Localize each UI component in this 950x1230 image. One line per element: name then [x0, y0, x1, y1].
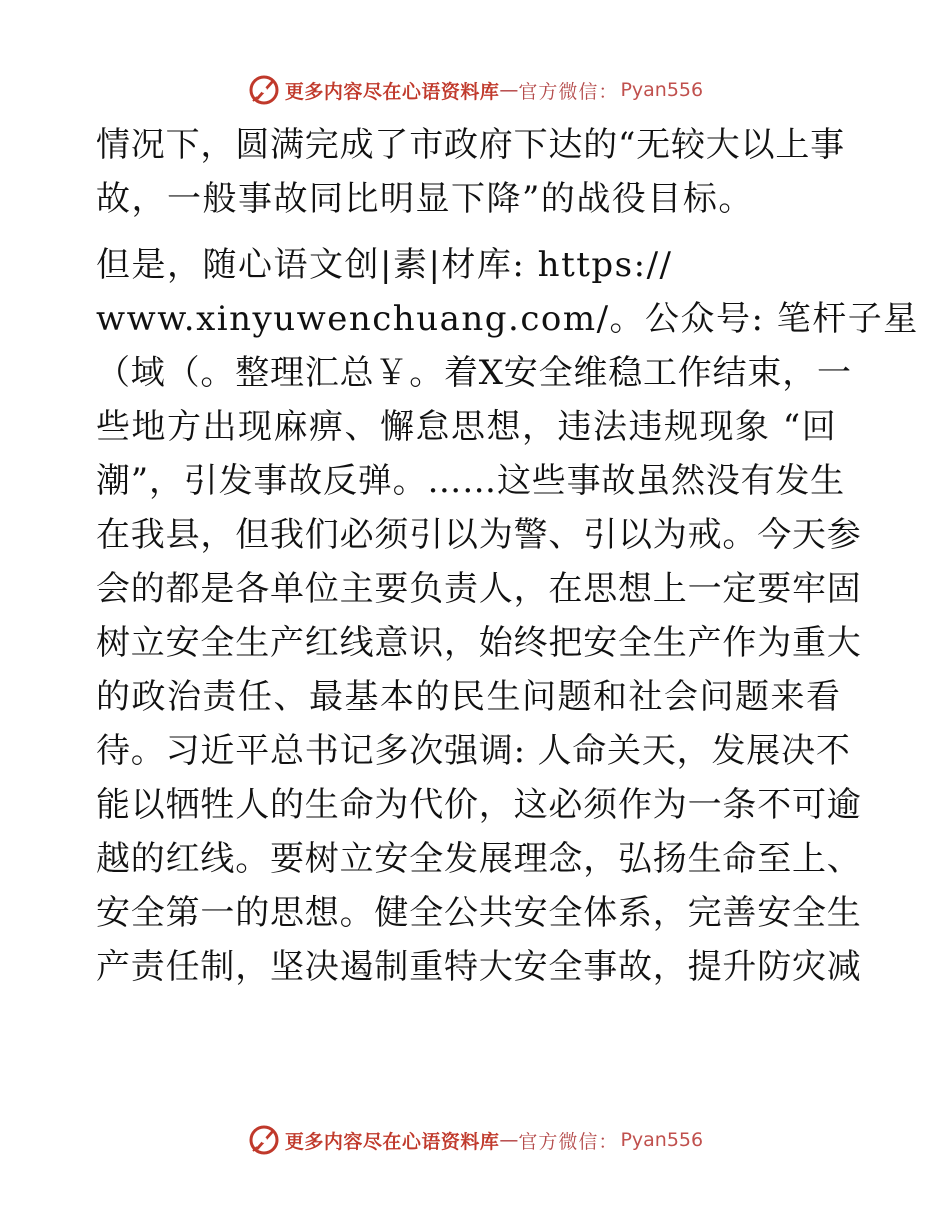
banner-dash: — [499, 1129, 519, 1151]
banner-dash: — [499, 79, 519, 101]
quill-logo-icon [247, 73, 281, 107]
header-banner [0, 70, 950, 110]
document-body [96, 118, 919, 994]
body-line: 安全第一的思想。健全公共安全体系，完善安全生 [96, 893, 862, 933]
banner-brand-text: 更多内容尽在心语资料库 [284, 1130, 500, 1153]
banner-wechat-id: Pyan556 [620, 1129, 704, 1151]
body-line: 会的都是各单位主要负责人，在思想上一定要牢固 [96, 569, 862, 609]
footer-banner [0, 1120, 950, 1160]
banner-wechat-label: 官方微信： [518, 1130, 619, 1153]
body-line: 越的红线。要树立安全发展理念，弘扬生命至上、 [96, 839, 862, 879]
quill-logo-icon [247, 1123, 281, 1157]
body-line: 但是，随心语文创|素|材库: https:// [96, 245, 673, 285]
body-line: 故，一般事故同比明显下降”的战役目标。 [96, 179, 754, 219]
banner-brand-text: 更多内容尽在心语资料库 [284, 80, 500, 103]
body-line: 树立安全生产红线意识，始终把安全生产作为重大 [96, 623, 862, 663]
body-line: 潮”，引发事故反弹。……这些事故虽然没有发生 [96, 461, 845, 501]
banner-wechat-label: 官方微信： [518, 80, 619, 103]
body-line: www.xinyuwenchuang.com/。公众号: 笔杆子星 [96, 299, 919, 339]
body-line: 在我县，但我们必须引以为警、引以为戒。今天参 [96, 515, 862, 555]
body-line: 产责任制，坚决遏制重特大安全事故，提升防灾减 [96, 947, 862, 987]
body-line: 情况下，圆满完成了市政府下达的“无较大以上事 [96, 125, 845, 165]
body-line: 些地方出现麻痹、懈怠思想，违法违规现象 “回 [96, 407, 838, 447]
body-line: （域（。整理汇总￥。着X安全维稳工作结束，一 [96, 353, 852, 393]
body-line: 的政治责任、最基本的民生问题和社会问题来看 [96, 677, 842, 717]
body-line: 待。习近平总书记多次强调: 人命关天，发展决不 [96, 731, 851, 771]
body-line: 能以牺牲人的生命为代价，这必须作为一条不可逾 [96, 785, 862, 825]
banner-wechat-id: Pyan556 [620, 79, 704, 101]
